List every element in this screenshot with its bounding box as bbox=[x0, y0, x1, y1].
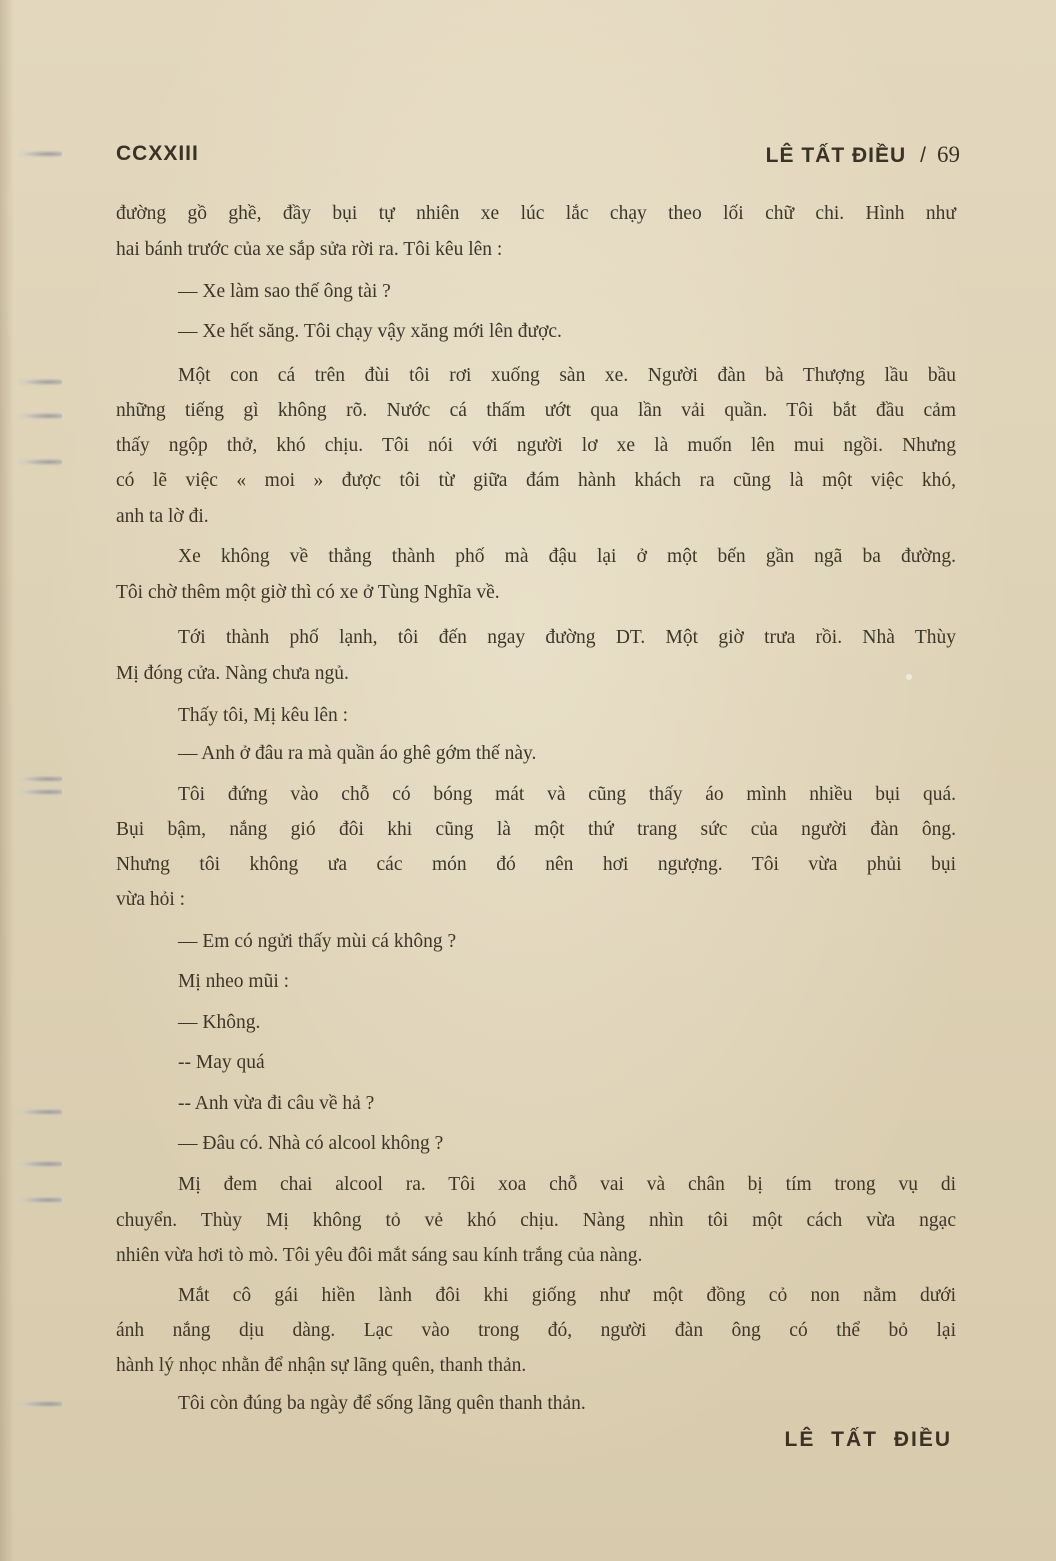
text-line: có lẽ việc « moi » được tôi từ giữa đám hành khách ra cũng là một việc khó, bbox=[116, 470, 956, 491]
page-edge-shadow bbox=[0, 0, 14, 1561]
paragraph-first-line: Mị đem chai alcool ra. Tôi xoa chỗ vai và chân bị tím trong vụ di bbox=[178, 1174, 956, 1195]
text-line: đường gồ ghề, đầy bụi tự nhiên xe lúc lắc chạy theo lối chữ chi. Hình như bbox=[116, 203, 956, 224]
dialogue-line: — Xe làm sao thế ông tài ? bbox=[178, 281, 391, 302]
dialogue-line: — Anh ở đâu ra mà quần áo ghê gớm thế này. bbox=[178, 743, 537, 764]
text-line: Bụi bậm, nắng gió đôi khi cũng là một thứ trang sức của người đàn ông. bbox=[116, 819, 956, 840]
binding-hole-mark bbox=[18, 788, 62, 796]
section-number: CCXXIII bbox=[116, 142, 199, 165]
paragraph-first-line: Một con cá trên đùi tôi rơi xuống sàn xe. Người đàn bà Thượng lầu bầu bbox=[178, 365, 956, 386]
paragraph-first-line: Xe không về thẳng thành phố mà đậu lại ở một bến gần ngã ba đường. bbox=[178, 546, 956, 567]
text-line: anh ta lờ đi. bbox=[116, 506, 209, 527]
binding-hole-mark bbox=[18, 378, 62, 386]
dialogue-line: — Đâu có. Nhà có alcool không ? bbox=[178, 1133, 444, 1154]
paragraph-first-line: Tôi còn đúng ba ngày để sống lãng quên thanh thản. bbox=[178, 1393, 586, 1414]
dialogue-line: — Em có ngửi thấy mùi cá không ? bbox=[178, 931, 457, 952]
text-line: nhiên vừa hơi tò mò. Tôi yêu đôi mắt sáng sau kính trắng của nàng. bbox=[116, 1245, 643, 1266]
text-line: hành lý nhọc nhằn để nhận sự lãng quên, thanh thản. bbox=[116, 1355, 527, 1376]
running-header bbox=[116, 136, 960, 170]
paper-speck bbox=[906, 674, 912, 680]
paragraph-first-line: Thấy tôi, Mị kêu lên : bbox=[178, 705, 349, 726]
text-line: những tiếng gì không rõ. Nước cá thấm ướt qua lần vải quần. Tôi bắt đầu cảm bbox=[116, 400, 956, 421]
paragraph-first-line: Tôi đứng vào chỗ có bóng mát và cũng thấy áo mình nhiều bụi quá. bbox=[178, 784, 956, 805]
binding-hole-mark bbox=[18, 1160, 62, 1168]
text-line: vừa hỏi : bbox=[116, 889, 186, 910]
text-line: Mị đóng cửa. Nàng chưa ngủ. bbox=[116, 663, 349, 684]
binding-hole-mark bbox=[18, 150, 62, 158]
paragraph-first-line: Mị nheo mũi : bbox=[178, 971, 290, 992]
binding-hole-mark bbox=[18, 412, 62, 420]
binding-hole-mark bbox=[18, 458, 62, 466]
text-line: chuyển. Thùy Mị không tỏ vẻ khó chịu. Nàng nhìn tôi một cách vừa ngạc bbox=[116, 1210, 956, 1231]
binding-hole-mark bbox=[18, 1196, 62, 1204]
header-separator: / bbox=[920, 144, 927, 167]
paragraph-first-line: Tới thành phố lạnh, tôi đến ngay đường DT. Một giờ trưa rồi. Nhà Thùy bbox=[178, 627, 956, 648]
author-signature: LÊ TẤT ĐIỀU bbox=[784, 1428, 952, 1451]
text-line: Nhưng tôi không ưa các món đó nên hơi ngượng. Tôi vừa phủi bụi bbox=[116, 854, 956, 875]
text-line: ánh nắng dịu dàng. Lạc vào trong đó, người đàn ông có thể bỏ lại bbox=[116, 1320, 956, 1341]
binding-hole-mark bbox=[18, 1400, 62, 1408]
text-line: Tôi chờ thêm một giờ thì có xe ở Tùng Nghĩa về. bbox=[116, 582, 500, 603]
dialogue-line: — Xe hết săng. Tôi chạy vậy xăng mới lên được. bbox=[178, 321, 562, 342]
paragraph-first-line: Mắt cô gái hiền lành đôi khi giống như một đồng cỏ non nằm dưới bbox=[178, 1285, 956, 1306]
text-line: thấy ngộp thở, khó chịu. Tôi nói với người lơ xe là muốn lên mui ngồi. Nhưng bbox=[116, 435, 956, 456]
page-number: 69 bbox=[937, 142, 960, 167]
header-author: LÊ TẤT ĐIỀU bbox=[765, 144, 907, 167]
dialogue-line: -- May quá bbox=[178, 1052, 265, 1073]
dialogue-line: — Không. bbox=[178, 1012, 261, 1033]
text-line: hai bánh trước của xe sắp sửa rời ra. Tôi kêu lên : bbox=[116, 239, 503, 260]
binding-hole-mark bbox=[18, 775, 62, 783]
binding-hole-mark bbox=[18, 1108, 62, 1116]
header-author-page bbox=[766, 142, 960, 168]
dialogue-line: -- Anh vừa đi câu về hả ? bbox=[178, 1093, 375, 1114]
